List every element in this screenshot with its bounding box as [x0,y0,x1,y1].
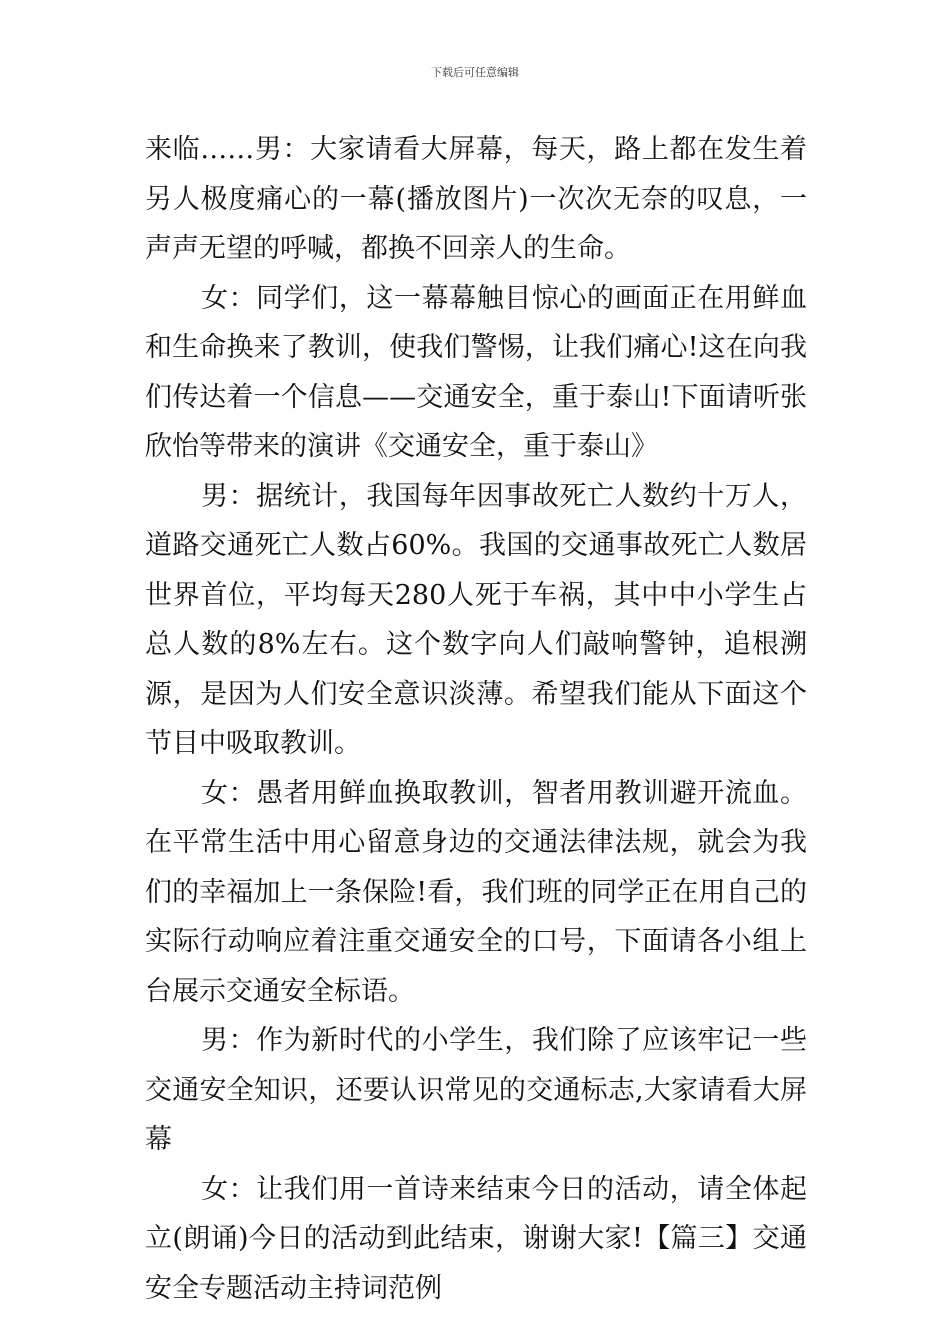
paragraph-4: 女：愚者用鲜血换取教训，智者用教训避开流血。在平常生活中用心留意身边的交通法律法规，就会为我们的幸福加上一条保险!看，我们班的同学正在用自己的实际行动响应着注重交通安全的口号，下面请各小组上台展示交通安全标语。 [145,777,807,1007]
paragraph-2: 女：同学们，这一幕幕触目惊心的画面正在用鲜血和生命换来了教训，使我们警惕，让我们痛心!这在向我们传达着一个信息——交通安全，重于泰山!下面请听张欣怡等带来的演讲《交通安全，重于泰山》 [145,282,807,462]
page-header-note: 下载后可任意编辑 [431,66,519,79]
paragraph-5: 男：作为新时代的小学生，我们除了应该牢记一些交通安全知识，还要认识常见的交通标志,大家请看大屏幕 [145,1025,807,1155]
paragraph-3: 男：据统计，我国每年因事故死亡人数约十万人，道路交通死亡人数占60%。我国的交通事故死亡人数居世界首位，平均每天280人死于车祸，其中中小学生占总人数的8%左右。这个数字向人们敲响警钟，追根溯源，是因为人们安全意识淡薄。希望我们能从下面这个节目中吸取教训。 [145,480,807,759]
paragraph-6: 女：让我们用一首诗来结束今日的活动，请全体起立(朗诵)今日的活动到此结束，谢谢大家!【篇三】交通安全专题活动主持词范例 [145,1173,807,1304]
document-body [145,125,807,1313]
paragraph-1: 来临……男：大家请看大屏幕，每天，路上都在发生着另人极度痛心的一幕(播放图片)一次次无奈的叹息，一声声无望的呼喊，都换不回亲人的生命。 [145,134,807,264]
